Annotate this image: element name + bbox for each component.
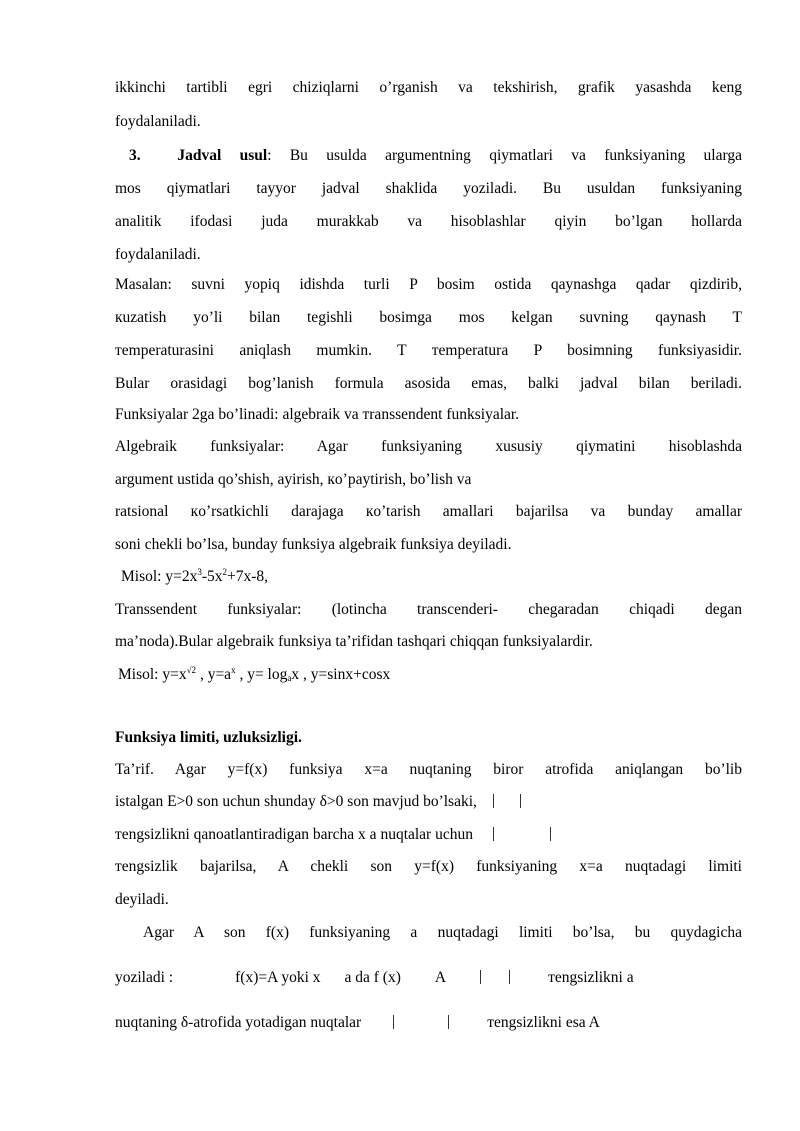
log-base-a: a (287, 673, 292, 683)
abs-bar-right (448, 1015, 449, 1029)
text-line-9: тemperaturasini aniqlash mumkin. T тemperatura P bosimning funksiyasidir. (115, 342, 742, 359)
abs-bar-right (520, 794, 521, 808)
text-line-18: ma’noda).Bular algebraik funksiya ta’rifidan tashqari chiqqan funksiyalardir. (115, 633, 593, 650)
text-line-7: Masalan: suvni yopiq idishda turli P bosim ostida qaynashga qadar qizdirib, (115, 276, 742, 293)
text-line-15: soni chekli bo’lsa, bunday funksiya algebraik funksiya deyiladi. (115, 536, 512, 553)
abs-bar-left (493, 794, 494, 808)
text-line-23: тengsizlikni qanoatlantiradigan barcha x a nuqtalar uchun (115, 825, 742, 845)
abs-bar-left (393, 1015, 394, 1029)
exponent-sqrt2: √2 (186, 665, 197, 675)
text-line-3-rest: : Bu usulda argumentning qiymatlari va funksiyaning ularga (267, 147, 743, 164)
list-number: 3. (129, 147, 141, 164)
text-line-8: кuzatish yo’li bilan tegishli bosimga mos kelgan suvning qaynash T (115, 309, 742, 326)
abs-bar-right (550, 827, 551, 841)
text-line-2: foydalaniladi. (115, 113, 201, 130)
text-line-10: Bular orasidagi bog’lanish formula asosida emas, balki jadval bilan beriladi. (115, 375, 742, 392)
text-line-14: ratsional кo’rsatkichli darajaga кo’tarish amallari bajarilsa va bunday amallar (115, 503, 742, 520)
text-line-4: mos qiymatlari tayyor jadval shaklida yoziladi. Bu usuldan funksiyaning (115, 180, 742, 197)
text-line-13: argument ustida qo’shish, ayirish, кo’paytirish, bo’lish va (115, 471, 472, 488)
abs-bar-left (480, 970, 481, 984)
exponent-2: 2 (222, 567, 228, 577)
text-line-22: istalgan E>0 son uchun shunday δ>0 son mavjud bo’lsaki, (115, 792, 742, 812)
text-line-27: yoziladi : f(x)=A yoki x a da f (x) A тengsizlikni a (115, 969, 634, 986)
exponent-3: 3 (197, 567, 202, 577)
abs-bar-left (493, 827, 494, 841)
text-line-21: Ta’rif. Agar y=f(x) funksiya x=a nuqtaning biror atrofida aniqlangan bo’lib (115, 761, 742, 778)
text-line-6: foydalaniladi. (115, 246, 201, 263)
text-line-24: тengsizlik bajarilsa, A chekli son y=f(x) funksiyaning x=a nuqtadagi limiti (115, 858, 742, 875)
text-line-28: nuqtaning δ-atrofida yotadigan nuqtalar тengsizlikni esa A (115, 1014, 600, 1031)
text-line-11: Funksiyalar 2ga bo’linadi: algebraik va тranssendent funksiyalar. (115, 406, 520, 423)
section-heading: Funksiya limiti, uzluksizligi. (115, 729, 302, 746)
text-line-26: Agar A son f(x) funksiyaning a nuqtadagi limiti bo’lsa, bu quydagicha (143, 924, 742, 941)
example-transcendent: Misol: $y=x^{√2}$ , $y=a^x$ , $y= \log_ax$ , y=sinx+cosx (118, 665, 391, 683)
text-line-1: ikkinchi tartibli egri chiziqlarni o’rganish va tekshirish, grafik yasashda keng (115, 79, 742, 96)
term-jadval-usul: Jadval usul (177, 147, 268, 164)
text-line-17: Transsendent funksiyalar: (lotincha transcenderi- chegaradan chiqadi degan (115, 601, 742, 618)
text-line-25: deyiladi. (115, 891, 169, 908)
abs-bar-right (509, 970, 510, 984)
exponent-x: x (231, 665, 236, 675)
text-line-3 (115, 146, 742, 166)
example-algebraic: Misol: $y=2x^3-5x^2+7x-8$, (121, 567, 269, 585)
text-line-5: analitik ifodasi juda murakkab va hisoblashlar qiyin bo’lgan hollarda (115, 213, 742, 230)
text-line-12: Algebraik funksiyalar: Agar funksiyaning xususiy qiymatini hisoblashda (115, 438, 742, 455)
